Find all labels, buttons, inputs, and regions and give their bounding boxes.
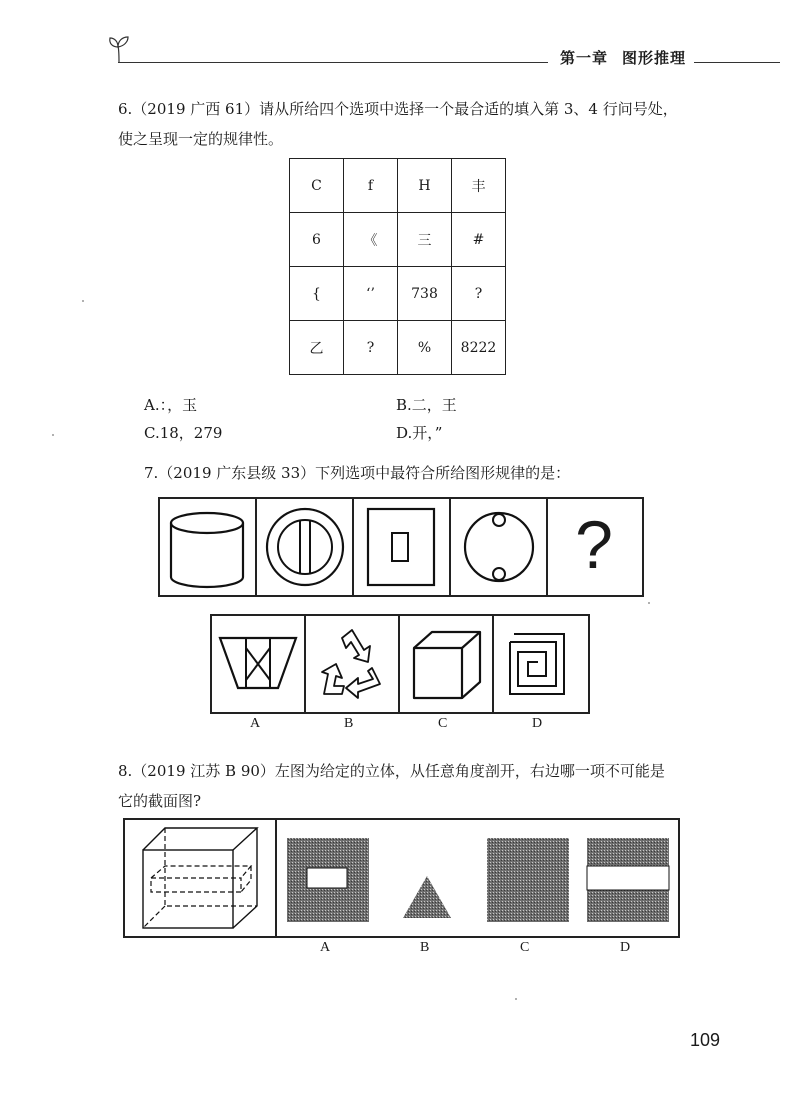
q7-label-c: C [438,716,448,731]
question-8-text [118,756,708,816]
grid-cell: 乙 [290,321,344,375]
q8-label-d: D [620,940,631,955]
option-d[interactable] [396,422,442,443]
answer-options [210,614,590,714]
section-b[interactable] [403,876,451,918]
section-c[interactable] [487,838,569,922]
grid-row [290,213,506,267]
symbol-grid [289,158,506,375]
page-number: 109 [690,1030,721,1050]
figure-cylinder [160,499,257,595]
question-6-text [118,94,708,154]
grid-cell: H [398,159,452,213]
option-a[interactable] [144,394,197,415]
solid-cube-with-slot [125,820,277,936]
section-d[interactable] [587,838,669,922]
grid-cell: 三 [398,213,452,267]
option-text: 二，王 [411,396,457,414]
section-title: 图形推理 [622,49,687,67]
figure-nested-rectangles [354,499,451,595]
page-header [0,0,800,80]
question-8-line-2: 它的截面图? [118,792,202,810]
grid-cell: ? [452,267,506,321]
question-7-text: 7.（2019 广东县级 33）下列选项中最符合所给图形规律的是： [144,464,571,482]
scan-speck [515,998,517,1000]
question-mark: ? [575,507,613,583]
grid-cell: % [398,321,452,375]
grid-cell: 丰 [452,159,506,213]
figure-circle-with-dots [451,499,548,595]
grid-row [290,159,506,213]
scan-speck [648,602,650,604]
q7-label-a: A [250,716,261,731]
question-8-line-1: 8.（2019 江苏 B 90）左图为给定的立体，从任意角度剖开，右边哪一项不可能是 [118,762,665,780]
grid-row [290,267,506,321]
answer-a-trapezoid[interactable] [212,616,306,712]
grid-row [290,321,506,375]
cross-section-options [277,820,676,936]
question-6-line-1: 6.（2019 广西 61）请从所给四个选项中选择一个最合适的填入第 3、4 行问号处， [118,100,678,118]
grid-cell: ‘’ [344,267,398,321]
option-text: 开，” [412,424,443,442]
chapter-title [560,47,700,68]
option-text: 18，279 [159,424,223,442]
grid-cell: 738 [398,267,452,321]
q8-label-b: B [420,940,430,955]
figure-sequence [158,497,644,597]
figure-circle-with-bars [257,499,354,595]
question-6-line-2: 使之呈现一定的规律性。 [118,130,284,148]
scan-speck [52,434,54,436]
option-text: ：，玉 [159,396,198,414]
figure-question-cell [548,499,640,595]
grid-cell: f [344,159,398,213]
grid-cell: 8222 [452,321,506,375]
answer-b-recycle[interactable] [306,616,400,712]
header-rule-left [118,62,548,63]
q8-label-c: C [520,940,530,955]
scan-speck [82,300,84,302]
grid-cell: 《 [344,213,398,267]
option-label: C. [144,424,160,442]
option-label: D. [396,424,413,442]
answer-c-cube[interactable] [400,616,494,712]
chapter-number: 第一章 [560,49,609,67]
grid-cell: ? [344,321,398,375]
answer-d-spiral[interactable] [494,616,586,712]
grid-cell: C [290,159,344,213]
header-rule-right [694,62,780,63]
option-label: B. [396,396,412,414]
grid-cell: { [290,267,344,321]
q7-label-d: D [532,716,543,731]
q7-label-b: B [344,716,354,731]
solid-section-panel [123,818,680,938]
q8-label-a: A [320,940,331,955]
option-b[interactable] [396,394,457,415]
option-label: A. [144,396,160,414]
option-c[interactable] [144,422,222,443]
grid-cell: # [452,213,506,267]
grid-cell: 6 [290,213,344,267]
section-a[interactable] [287,838,369,922]
